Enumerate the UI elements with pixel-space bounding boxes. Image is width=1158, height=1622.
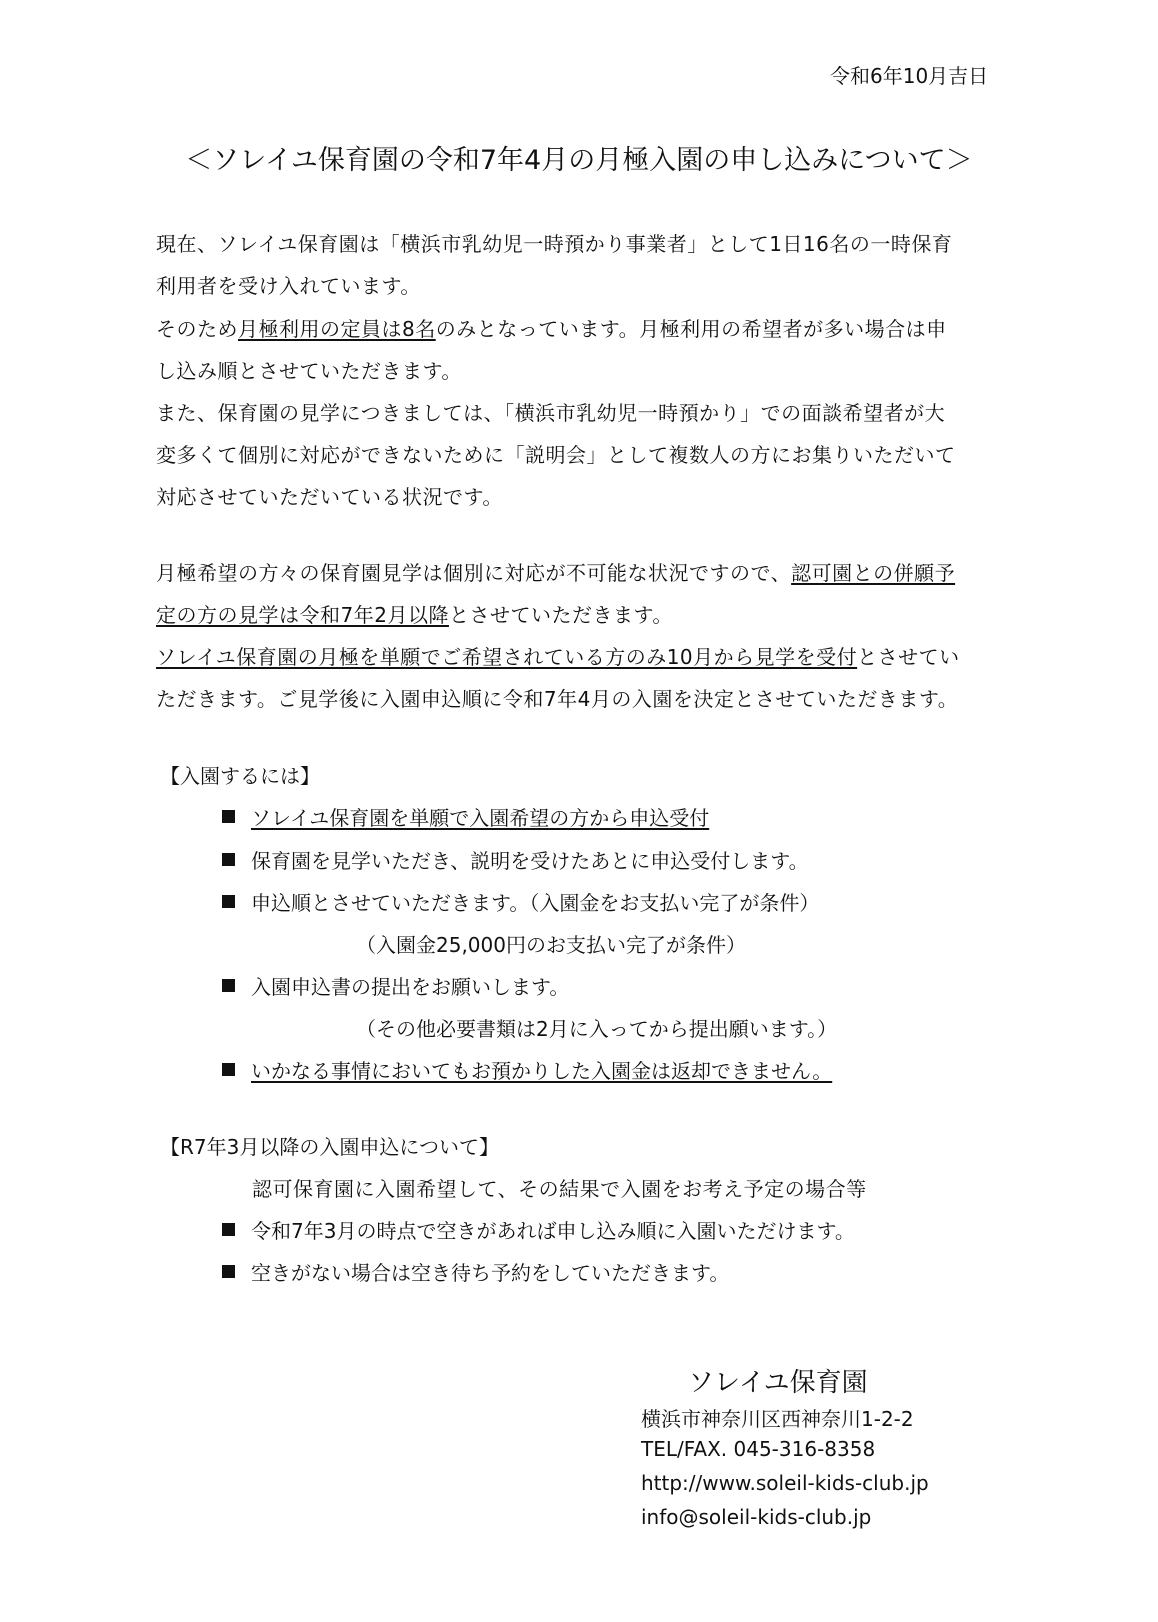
admission-heading: 【入園するには】 xyxy=(160,764,320,788)
visit-emphasis: ソレイユ保育園の月極を単願でご希望されている方のみ10月から見学を受付 xyxy=(156,645,858,669)
admission-bullet xyxy=(222,971,569,1000)
square-bullet-icon xyxy=(222,1265,235,1278)
bullet-text: いかなる事情においてもお預かりした入園金は返却できません。 xyxy=(251,1059,833,1083)
visit-line: ただきます。ご見学後に入園申込順に令和7年4月の入園を決定とさせていただきます。 xyxy=(156,687,959,711)
admission-bullet xyxy=(222,845,809,874)
visit-line xyxy=(156,557,955,586)
admission-bullet xyxy=(222,1055,832,1084)
march-heading: 【R7年3月以降の入園申込について】 xyxy=(160,1135,499,1159)
visit-text: とさせてい xyxy=(857,645,960,669)
signature-email[interactable]: info@soleil-kids-club.jp xyxy=(641,1505,872,1529)
intro-line: 現在、ソレイユ保育園は「横浜市乳幼児一時預かり事業者」として1日16名の一時保育 xyxy=(156,232,953,256)
visit-text: 月極希望の方々の保育園見学は個別に対応が不可能な状況ですので、 xyxy=(156,561,792,585)
admission-bullet xyxy=(222,802,709,831)
square-bullet-icon xyxy=(222,853,235,866)
signature-url[interactable]: http://www.soleil-kids-club.jp xyxy=(641,1471,929,1495)
visit-line xyxy=(156,641,960,670)
signature-address: 横浜市神奈川区西神奈川1-2-2 xyxy=(641,1407,914,1431)
visit-emphasis: 定の方の見学は令和7年2月以降 xyxy=(156,603,449,627)
visit-emphasis: 認可園との併願予 xyxy=(791,561,956,585)
intro-line: また、保育園の見学につきましては、「横浜市乳幼児一時預かり」での面談希望者が大 xyxy=(156,401,946,425)
bullet-text: 保育園を見学いただき、説明を受けたあとに申込受付します。 xyxy=(251,849,809,873)
document-title: ＜ソレイユ保育園の令和7年4月の月極入園の申し込みについて＞ xyxy=(185,145,973,176)
bullet-text: 申込順とさせていただきます。（入園金をお支払い完了が条件） xyxy=(251,891,820,915)
signature-tel: TEL/FAX. 045-316-8358 xyxy=(641,1437,876,1461)
march-bullet xyxy=(222,1257,729,1286)
visit-line xyxy=(156,599,673,628)
square-bullet-icon xyxy=(222,1223,235,1236)
square-bullet-icon xyxy=(222,1063,235,1076)
intro-line: 利用者を受け入れています。 xyxy=(156,274,421,298)
bullet-note: （その他必要書類は2月に入ってから提出願います。） xyxy=(356,1017,838,1041)
visit-text: とさせていただきます。 xyxy=(448,603,673,627)
bullet-text: ソレイユ保育園を単願で入園希望の方から申込受付 xyxy=(251,806,710,830)
square-bullet-icon xyxy=(222,979,235,992)
square-bullet-icon xyxy=(222,895,235,908)
square-bullet-icon xyxy=(222,810,235,823)
bullet-text: 空きがない場合は空き待ち予約をしていただきます。 xyxy=(251,1261,730,1285)
intro-line: 対応させていただいている状況です。 xyxy=(156,485,503,509)
bullet-text: 入園申込書の提出をお願いします。 xyxy=(251,975,570,999)
march-lead: 認可保育園に入園希望して、その結果で入園をお考え予定の場合等 xyxy=(252,1177,867,1201)
bullet-note: （入園金25,000円のお支払い完了が条件） xyxy=(356,933,746,957)
march-bullet xyxy=(222,1215,855,1244)
issue-date: 令和6年10月吉日 xyxy=(830,64,989,88)
intro-text: のみとなっています。月極利用の希望者が多い場合は申 xyxy=(435,317,947,341)
bullet-text: 令和7年3月の時点で空きがあれば申し込み順に入園いただけます。 xyxy=(251,1219,855,1243)
intro-text: そのため xyxy=(156,317,238,341)
intro-line: し込み順とさせていただきます。 xyxy=(156,359,462,383)
capacity-emphasis: 月極利用の定員は8名 xyxy=(238,317,436,341)
intro-line: 変多くて個別に対応ができないために「説明会」として複数人の方にお集りいただいて xyxy=(156,443,956,467)
signature-name: ソレイユ保育園 xyxy=(688,1368,868,1398)
intro-line xyxy=(156,313,947,342)
admission-bullet xyxy=(222,887,819,916)
